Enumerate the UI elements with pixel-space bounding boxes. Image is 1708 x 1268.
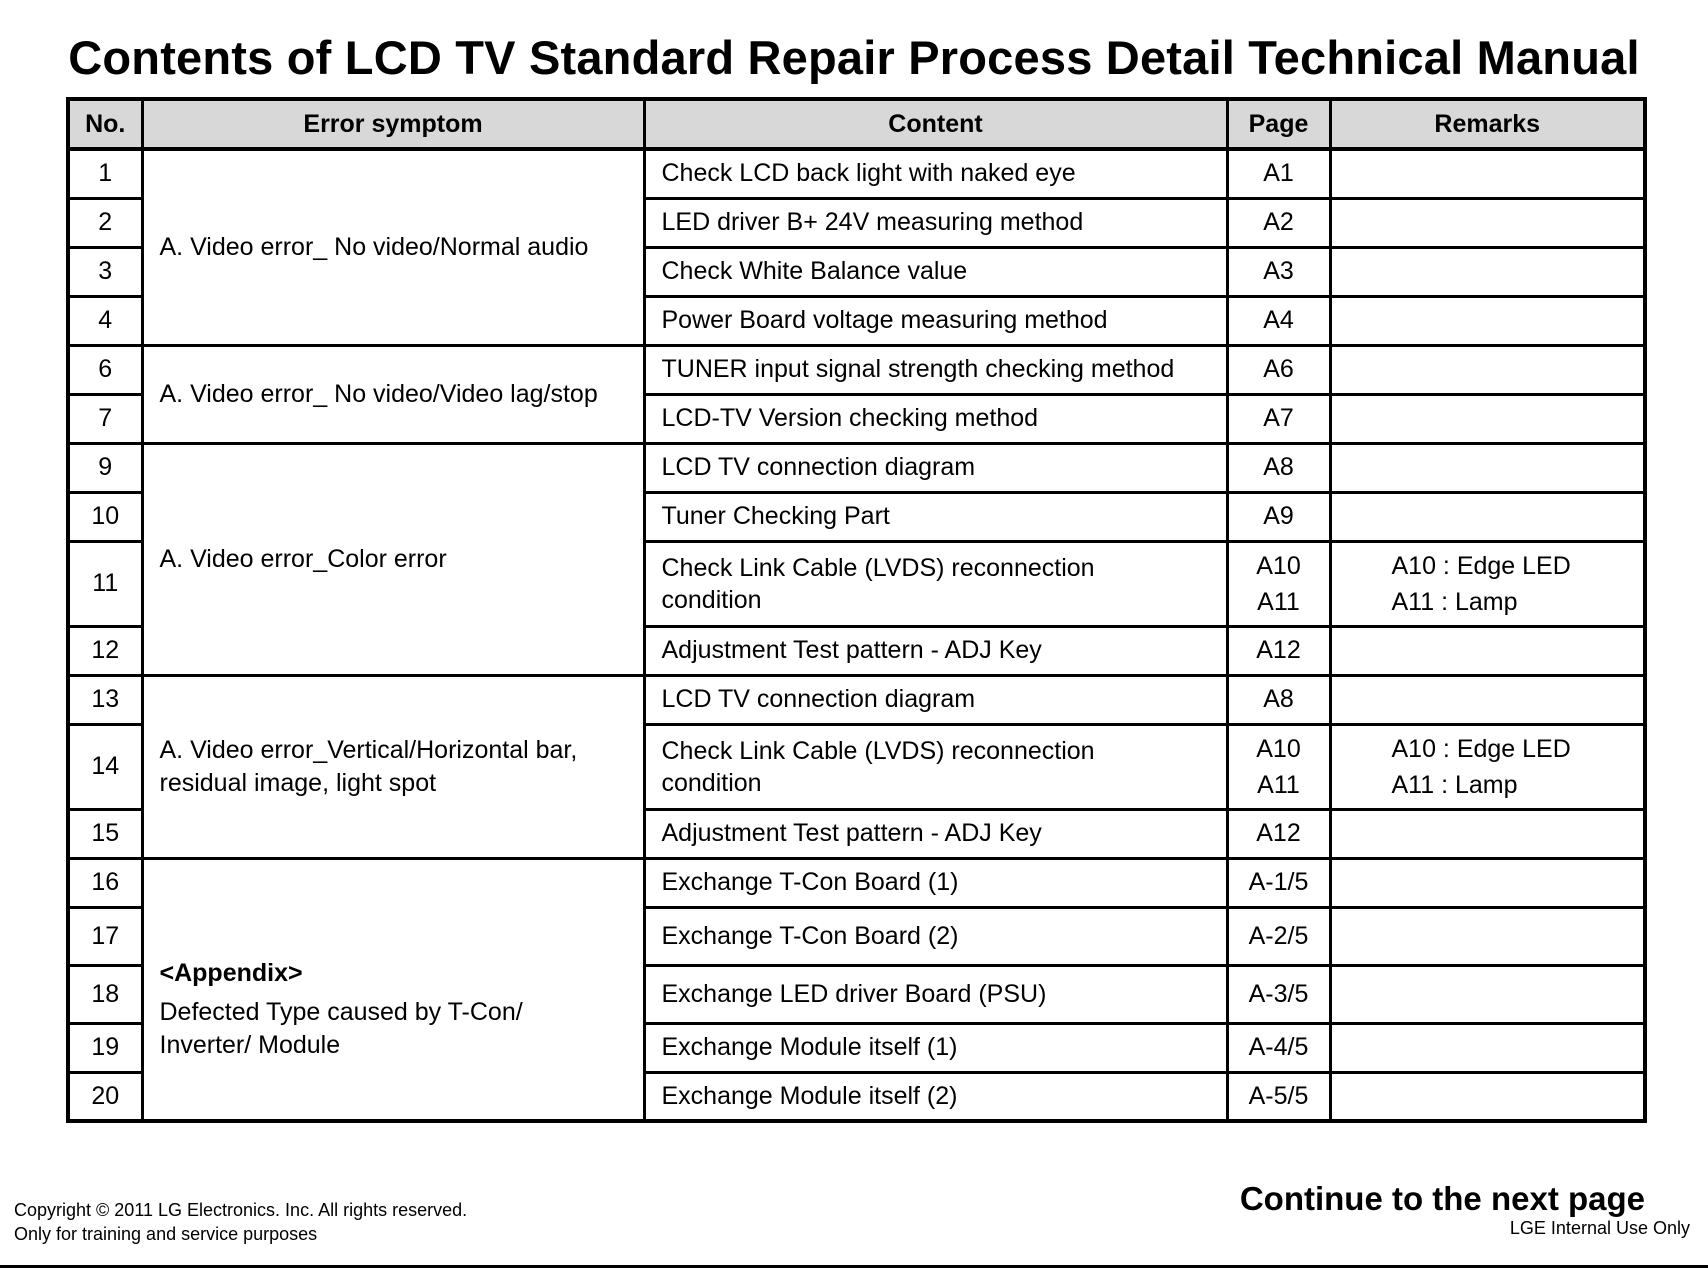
row-page: A12 (1227, 809, 1330, 858)
row-content (644, 541, 1227, 626)
row-number: 18 (68, 965, 142, 1023)
row-remarks (1330, 626, 1645, 675)
row-content: Power Board voltage measuring method (644, 296, 1227, 345)
row-content: Adjustment Test pattern - ADJ Key (644, 626, 1227, 675)
table-row (68, 675, 1645, 724)
row-remarks-line: A11 : Lamp (1391, 587, 1518, 616)
row-number: 7 (68, 394, 142, 443)
row-number: 15 (68, 809, 142, 858)
row-content-line: condition (661, 585, 762, 614)
row-content: Exchange T-Con Board (2) (644, 907, 1227, 965)
row-content-line: condition (661, 768, 762, 797)
row-page: A4 (1227, 296, 1330, 345)
row-content: Tuner Checking Part (644, 492, 1227, 541)
row-remarks (1330, 809, 1645, 858)
row-page: A9 (1227, 492, 1330, 541)
purpose-text: Only for training and service purposes (14, 1224, 318, 1244)
row-page: A2 (1227, 198, 1330, 247)
row-content: LCD-TV Version checking method (644, 394, 1227, 443)
row-remarks (1330, 198, 1645, 247)
appendix-heading: <Appendix> (159, 958, 303, 987)
table-row (68, 443, 1645, 492)
row-remarks-line: A10 : Edge LED (1391, 734, 1571, 763)
row-content-line: Check Link Cable (LVDS) reconnection (661, 736, 1095, 765)
row-remarks (1330, 675, 1645, 724)
row-number: 13 (68, 675, 142, 724)
row-number: 12 (68, 626, 142, 675)
table-row (68, 345, 1645, 394)
row-content: Adjustment Test pattern - ADJ Key (644, 809, 1227, 858)
contents-table (66, 97, 1647, 1123)
row-number: 17 (68, 907, 142, 965)
row-content: LED driver B+ 24V measuring method (644, 198, 1227, 247)
row-number: 2 (68, 198, 142, 247)
row-page-line: A10 (1256, 551, 1301, 580)
row-content: Exchange Module itself (1) (644, 1023, 1227, 1072)
row-page: A-3/5 (1227, 965, 1330, 1023)
copyright-text: Copyright © 2011 LG Electronics. Inc. All rights reserved. (14, 1200, 468, 1220)
error-symptom-line: residual image, light spot (159, 768, 437, 797)
error-symptom-line: Defected Type caused by T-Con/ (159, 997, 523, 1026)
row-page: A-5/5 (1227, 1072, 1330, 1121)
continue-note: Continue to the next page (1239, 1180, 1645, 1217)
header-content: Content (644, 99, 1227, 149)
error-symptom: A. Video error_ No video/Normal audio (142, 149, 644, 345)
row-number: 19 (68, 1023, 142, 1072)
row-remarks-line: A10 : Edge LED (1391, 551, 1571, 580)
row-page: A1 (1227, 149, 1330, 198)
row-page-line: A10 (1256, 734, 1301, 763)
error-symptom: A. Video error_Color error (142, 443, 644, 675)
row-remarks (1330, 858, 1645, 907)
row-page: A7 (1227, 394, 1330, 443)
row-page: A8 (1227, 443, 1330, 492)
row-remarks-line: A11 : Lamp (1391, 770, 1518, 799)
row-content: LCD TV connection diagram (644, 443, 1227, 492)
row-number: 11 (68, 541, 142, 626)
row-remarks (1330, 907, 1645, 965)
row-remarks (1330, 1023, 1645, 1072)
row-number: 4 (68, 296, 142, 345)
error-symptom (142, 675, 644, 858)
header-no: No. (68, 99, 142, 149)
row-remarks (1330, 247, 1645, 296)
row-page: A-2/5 (1227, 907, 1330, 965)
row-remarks (1330, 296, 1645, 345)
row-page: A6 (1227, 345, 1330, 394)
row-remarks (1330, 724, 1645, 809)
row-number: 9 (68, 443, 142, 492)
row-remarks (1330, 443, 1645, 492)
row-remarks (1330, 1072, 1645, 1121)
row-number: 16 (68, 858, 142, 907)
table-row (68, 858, 1645, 907)
header-remarks: Remarks (1330, 99, 1645, 149)
row-content: TUNER input signal strength checking method (644, 345, 1227, 394)
row-content (644, 724, 1227, 809)
row-content: Exchange LED driver Board (PSU) (644, 965, 1227, 1023)
row-page-line: A11 (1257, 587, 1300, 616)
page-title: Contents of LCD TV Standard Repair Process Detail Technical Manual (68, 31, 1640, 84)
row-content: Exchange T-Con Board (1) (644, 858, 1227, 907)
header-page: Page (1227, 99, 1330, 149)
row-number: 6 (68, 345, 142, 394)
internal-use-note: LGE Internal Use Only (1509, 1218, 1690, 1238)
header-error-symptom: Error symptom (142, 99, 644, 149)
error-symptom (142, 858, 644, 1121)
row-page (1227, 724, 1330, 809)
row-number: 10 (68, 492, 142, 541)
row-page (1227, 541, 1330, 626)
row-number: 20 (68, 1072, 142, 1121)
row-page: A-1/5 (1227, 858, 1330, 907)
row-content: LCD TV connection diagram (644, 675, 1227, 724)
row-page-line: A11 (1257, 770, 1300, 799)
row-remarks (1330, 394, 1645, 443)
row-remarks (1330, 149, 1645, 198)
row-remarks (1330, 541, 1645, 626)
row-page: A-4/5 (1227, 1023, 1330, 1072)
row-remarks (1330, 345, 1645, 394)
row-remarks (1330, 965, 1645, 1023)
table-header-row (68, 99, 1645, 149)
row-content: Check LCD back light with naked eye (644, 149, 1227, 198)
row-content: Check White Balance value (644, 247, 1227, 296)
row-remarks (1330, 492, 1645, 541)
error-symptom: A. Video error_ No video/Video lag/stop (142, 345, 644, 443)
row-page: A3 (1227, 247, 1330, 296)
row-content: Exchange Module itself (2) (644, 1072, 1227, 1121)
row-number: 1 (68, 149, 142, 198)
table-row (68, 149, 1645, 198)
error-symptom-line: A. Video error_Vertical/Horizontal bar, (159, 735, 578, 764)
row-content-line: Check Link Cable (LVDS) reconnection (661, 553, 1095, 582)
error-symptom-line: Inverter/ Module (159, 1030, 341, 1059)
footer-copyright-block (14, 1198, 467, 1246)
row-page: A8 (1227, 675, 1330, 724)
row-number: 14 (68, 724, 142, 809)
row-number: 3 (68, 247, 142, 296)
row-page: A12 (1227, 626, 1330, 675)
